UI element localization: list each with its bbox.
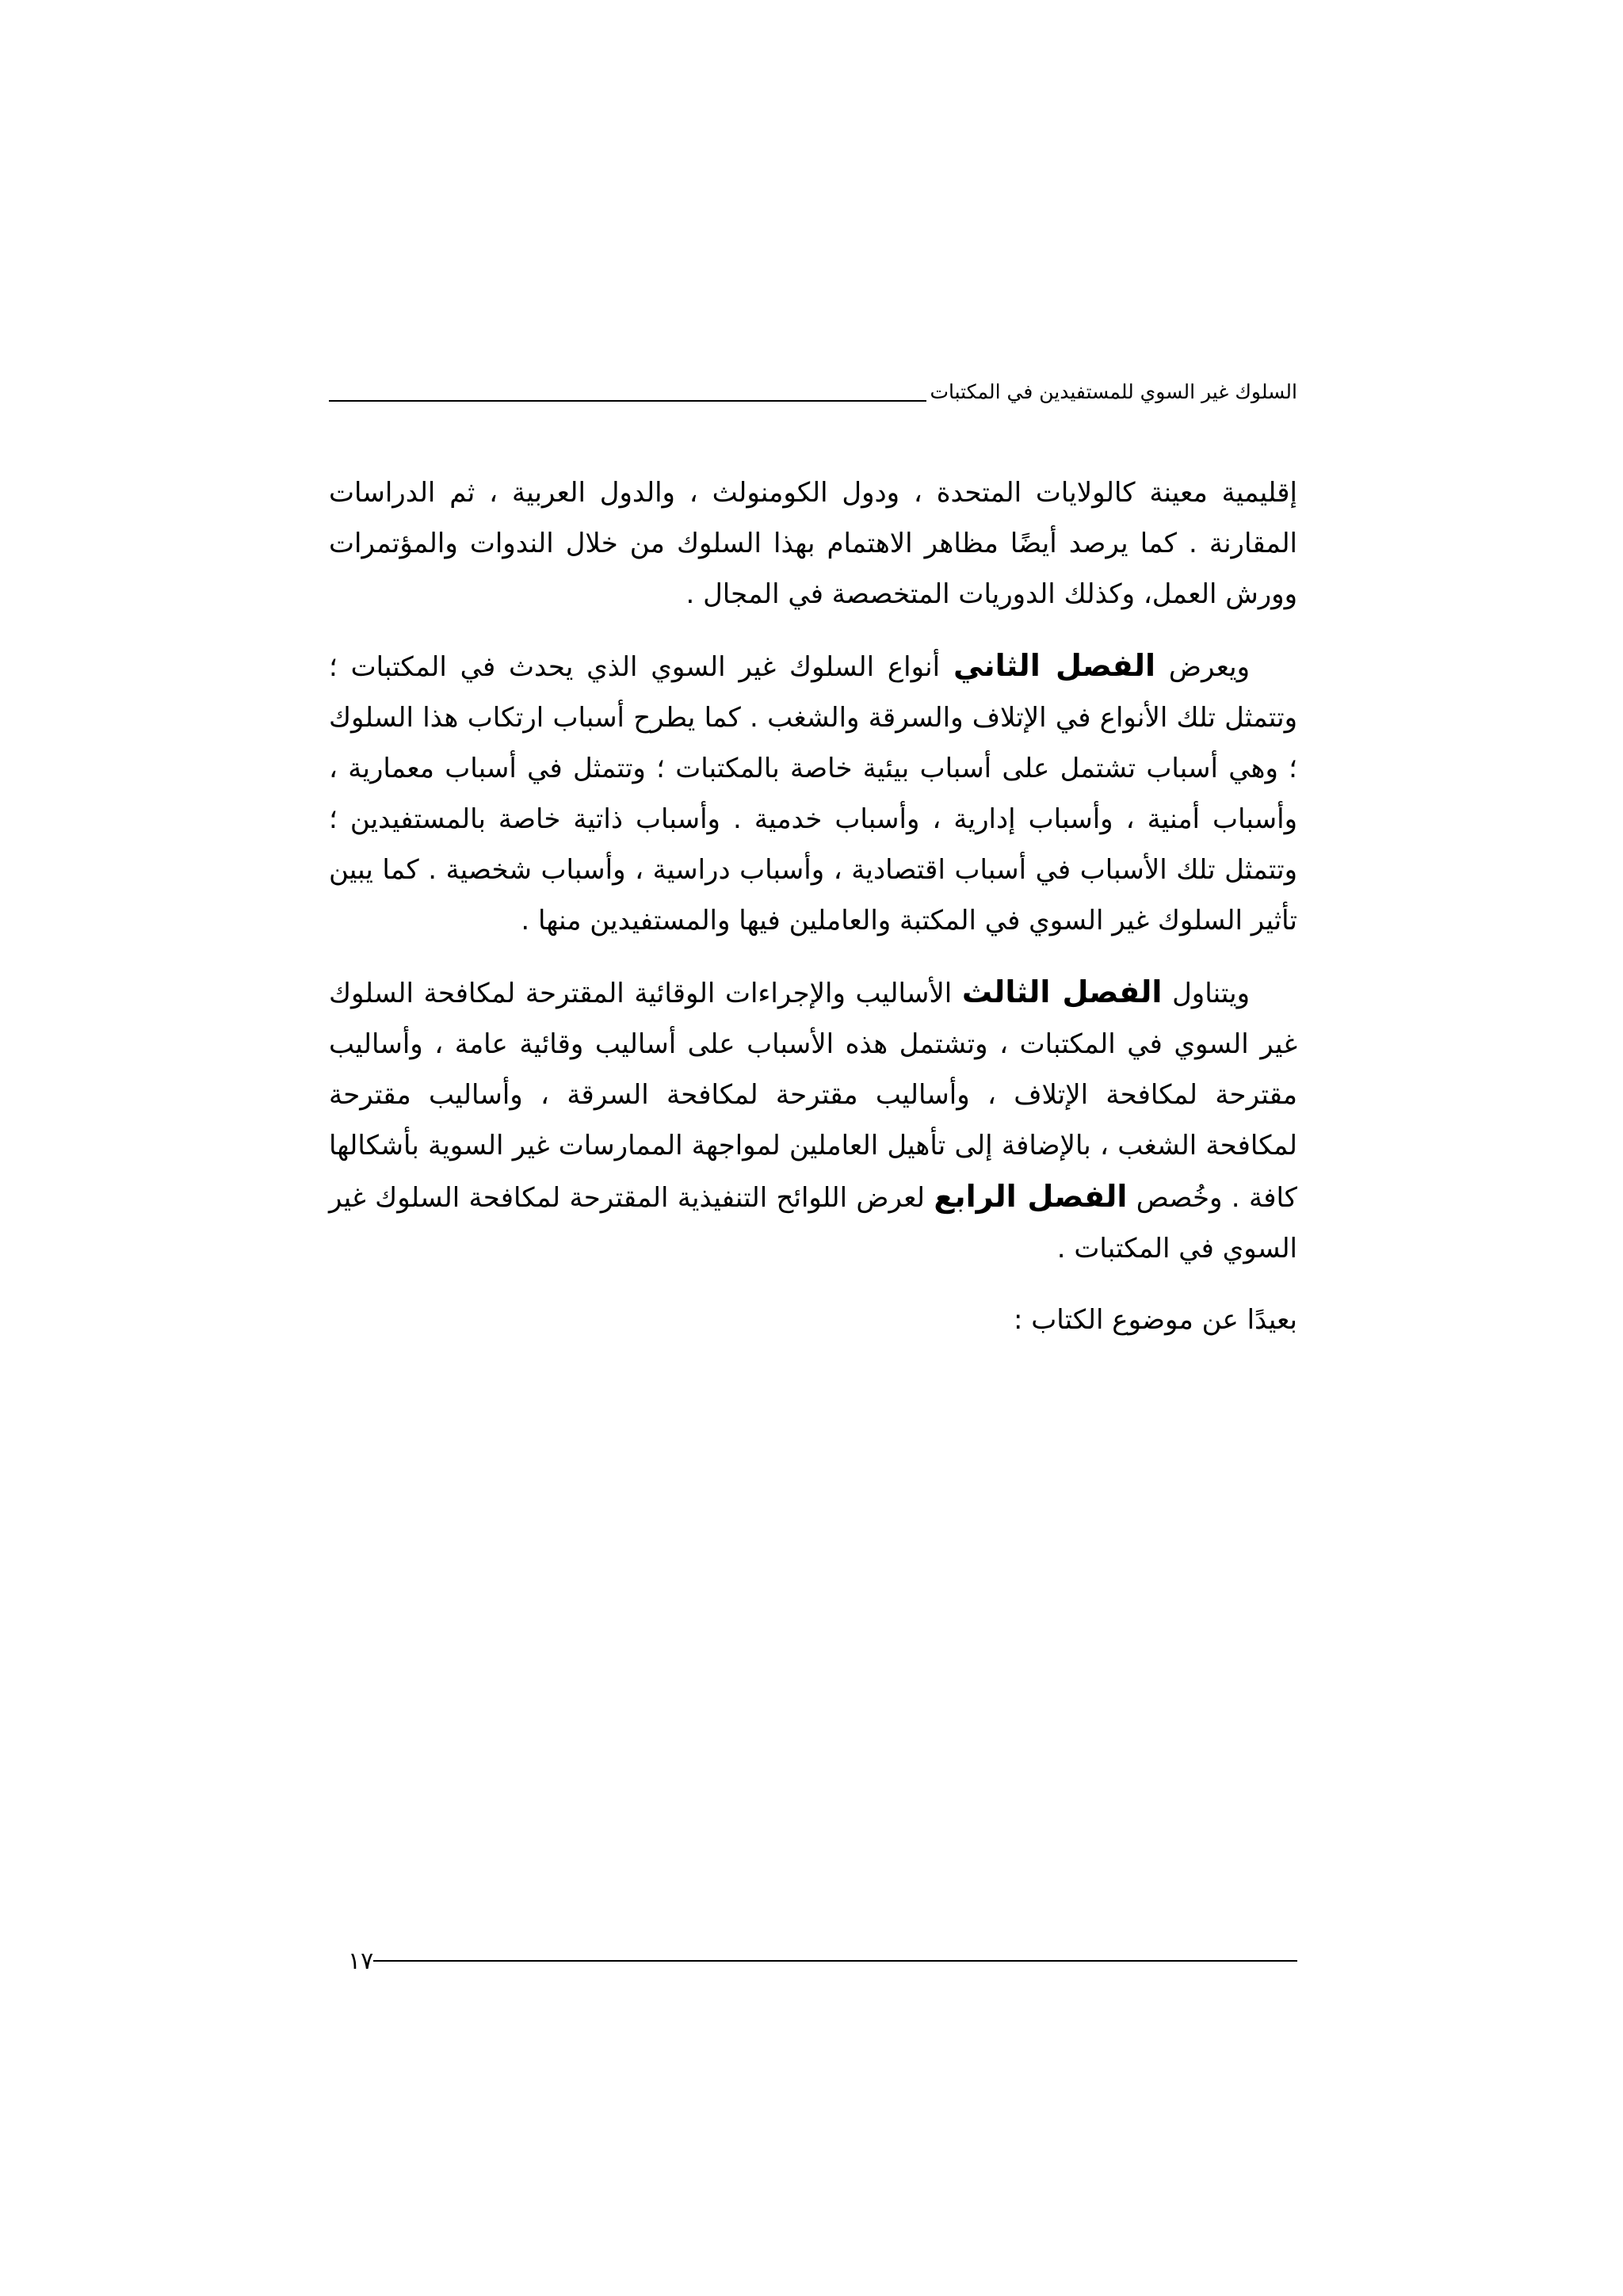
paragraph-1-text: إقليمية معينة كالولايات المتحدة ، ودول الكومنولث ، والدول العربية ، ثم الدراسات المقارنة . كما يرصد أيضًا مظاهر الاهتمام بهذا السلوك من خلال الندوات والمؤتمرات وورش العمل، وكذلك الدوريات المتخصصة في المجال . bbox=[329, 477, 1297, 610]
chapter-three-label: الفصل الثالث bbox=[961, 974, 1163, 1009]
paragraph-3-start: ويتناول bbox=[1162, 978, 1250, 1009]
page-footer bbox=[329, 1945, 1297, 1977]
running-header bbox=[329, 372, 1297, 404]
running-header-title: السلوك غير السوي للمستفيدين في المكتبات bbox=[930, 380, 1297, 403]
chapter-four-label: الفصل الرابع bbox=[934, 1179, 1128, 1214]
footer-rule bbox=[373, 1960, 1297, 1962]
paragraph-2-start: ويعرض bbox=[1155, 651, 1250, 683]
chapter-two-label: الفصل الثاني bbox=[953, 648, 1155, 683]
header-rule bbox=[329, 400, 926, 402]
paragraph-3 bbox=[329, 967, 1297, 1274]
paragraph-3-mid: الأساليب والإجراءات الوقائية المقترحة لمكافحة السلوك غير السوي في المكتبات ، وتشتمل هذه الأسباب على أساليب وقائية عامة ، وأساليب مقترحة لمكافحة الإتلاف ، وأساليب مقترحة لمكافحة السرقة ، وأساليب مقترحة لمكافحة الشغب ، بالإضافة إلى تأهيل العاملين لمواجهة الممارسات غير السوية بأشكالها كافة . وخُصص bbox=[329, 978, 1297, 1214]
paragraph-2-rest: أنواع السلوك غير السوي الذي يحدث في المكتبات ؛ وتتمثل تلك الأنواع في الإتلاف والسرقة والشغب . كما يطرح أسباب ارتكاب هذا السلوك ؛ وهي أسباب تشتمل على أسباب بيئية خاصة بالمكتبات ؛ وتتمثل في أسباب معمارية ، وأسباب أمنية ، وأسباب إدارية ، وأسباب خدمية . وأسباب ذاتية خاصة بالمستفيدين ؛ وتتمثل تلك الأسباب في أسباب اقتصادية ، وأسباب دراسية ، وأسباب شخصية . كما يبين تأثير السلوك غير السوي في المكتبة والعاملين فيها والمستفيدين منها . bbox=[329, 651, 1297, 936]
paragraph-3-end: لعرض اللوائح التنفيذية المقترحة لمكافحة السلوك غير السوي في المكتبات . bbox=[329, 1182, 1297, 1264]
paragraph-2 bbox=[329, 640, 1297, 946]
body-text bbox=[329, 467, 1297, 1366]
paragraph-4-text: بعيدًا عن موضوع الكتاب : bbox=[1014, 1304, 1297, 1336]
paragraph-1 bbox=[329, 467, 1297, 620]
paragraph-4 bbox=[329, 1295, 1297, 1345]
page-number: ١٧ bbox=[348, 1947, 374, 1975]
